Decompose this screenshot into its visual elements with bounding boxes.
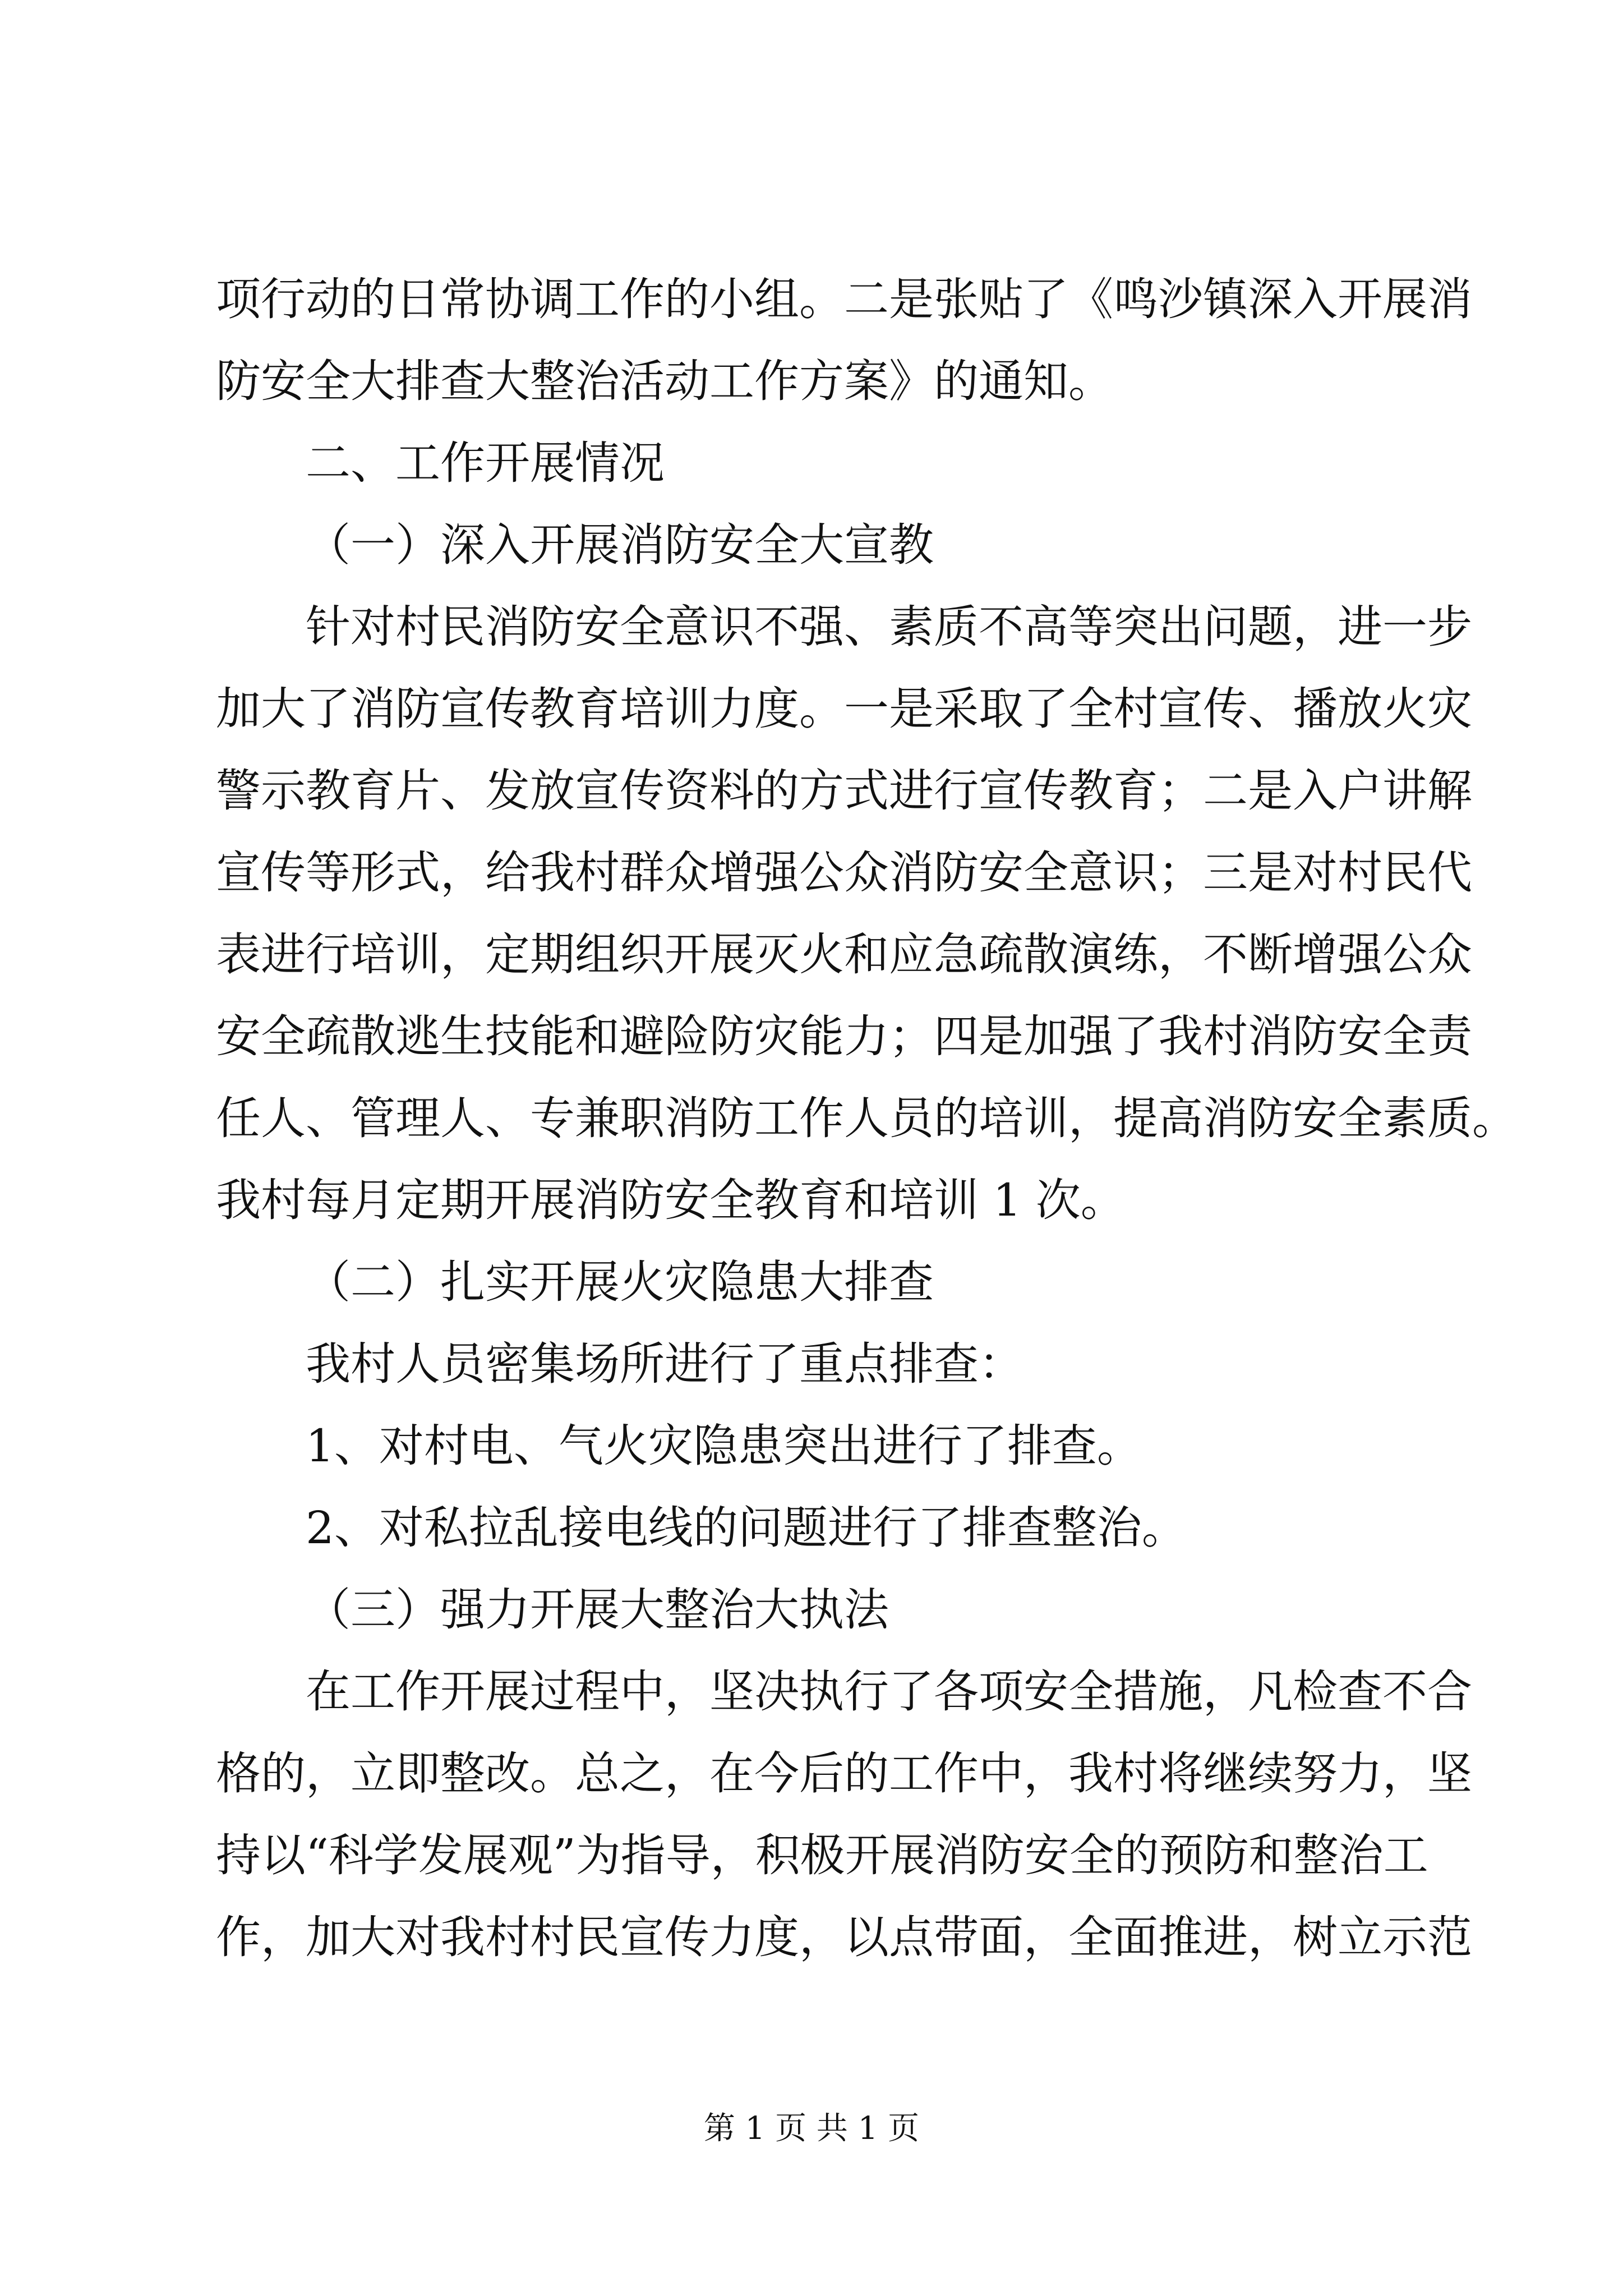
subsection-heading: （三）强力开展大整治大执法 (306, 1584, 889, 1636)
text-line: 作，加大对我村村民宣传力度，以点带面，全面推进，树立示范 (216, 1911, 1472, 1963)
list-item: 2、对私拉乱接电线的问题进行了排查整治。 (306, 1502, 1187, 1554)
text-line: 警示教育片、发放宣传资料的方式进行宣传教育；二是入户讲解 (216, 765, 1472, 817)
text-line: 安全疏散逃生技能和避险防灾能力；四是加强了我村消防安全责 (216, 1010, 1472, 1062)
text-line: 防安全大排查大整治活动工作方案》的通知。 (216, 355, 1113, 407)
section-heading: 二、工作开展情况 (306, 437, 665, 489)
text-line: 我村每月定期开展消防安全教育和培训 1 次。 (216, 1174, 1126, 1226)
subsection-heading: （一）深入开展消防安全大宣教 (306, 519, 934, 571)
subsection-heading: （二）扎实开展火灾隐患大排查 (306, 1256, 934, 1308)
text-line: 表进行培训，定期组织开展灭火和应急疏散演练，不断增强公众 (216, 928, 1472, 981)
text-line: 宣传等形式，给我村群众增强公众消防安全意识；三是对村民代 (216, 846, 1472, 899)
text-line: 在工作开展过程中，坚决执行了各项安全措施，凡检查不合 (306, 1665, 1472, 1718)
text-line: 任人、管理人、专兼职消防工作人员的培训，提高消防安全素质。 (216, 1092, 1517, 1144)
text-line: 持以“科学发展观”为指导，积极开展消防安全的预防和整治工 (216, 1829, 1428, 1881)
text-line: 格的，立即整改。总之，在今后的工作中，我村将继续努力，坚 (216, 1747, 1472, 1800)
document-body (216, 259, 1517, 1978)
list-item: 1、对村电、气火灾隐患突出进行了排查。 (306, 1420, 1142, 1472)
text-line: 我村人员密集场所进行了重点排查： (306, 1338, 1023, 1390)
text-line: 项行动的日常协调工作的小组。二是张贴了《鸣沙镇深入开展消 (216, 273, 1472, 325)
page-footer: 第 1 页 共 1 页 (703, 2110, 920, 2147)
text-line: 加大了消防宣传教育培训力度。一是采取了全村宣传、播放火灾 (216, 683, 1472, 735)
text-line: 针对村民消防安全意识不强、素质不高等突出问题，进一步 (306, 601, 1472, 653)
